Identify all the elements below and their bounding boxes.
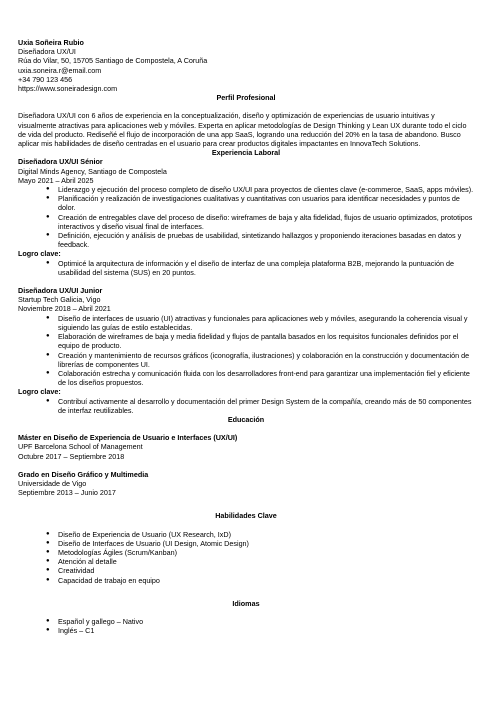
job-dates: Mayo 2021 – Abril 2025 xyxy=(18,175,94,185)
degree-title: Grado en Diseño Gráfico y Multimedia xyxy=(18,469,149,479)
education-entry xyxy=(18,470,474,498)
achievement-list xyxy=(18,397,474,415)
candidate-phone: +34 790 123 456 xyxy=(18,74,73,84)
languages-list xyxy=(18,617,474,635)
job-title: Diseñadora UX/UI Junior xyxy=(18,286,103,296)
job-title: Diseñadora UX/UI Sénior xyxy=(18,157,103,167)
profile-text: Diseñadora UX/UI con 6 años de experiencia en la conceptualización, diseño y optimización de experiencias de usuario intuitivas y visualmente atractivas para aplicaciones web y móviles. Experta en aplicar metodologías de Design Thinking y Lean UX durante todo el ciclo de vida del producto. Rediseñé el flujo de incorporación de una app SaaS, logrando una reducción del 20% en la tasa de abandono. Busco aplicar mis habilidades de diseño centradas en el usuario para crear productos digitales impactantes en InnovaTech Solutions. xyxy=(18,111,467,149)
candidate-email[interactable]: uxia.soneira.r@email.com xyxy=(18,65,102,75)
list-item: ● Diseño de interfaces de usuario (UI) atractivas y funcionales para aplicaciones web y móviles, asegurando la coherencia visual y siguiendo las guías de estilo establecidas. xyxy=(48,314,474,332)
list-item: ● Creación de entregables clave del proceso de diseño: wireframes de baja y alta fidelidad, flujos de usuario optimizados, prototipos interactivos y diseño visual final de interfaces. xyxy=(48,213,474,231)
school-name: Universidade de Vigo xyxy=(18,478,87,488)
contact-header xyxy=(18,38,474,93)
list-item: ● Creación y mantenimiento de recursos gráficos (iconografía, ilustraciones) y colaboración en la construcción y documentación de librerías de componentes UI. xyxy=(48,351,474,369)
education-dates: Septiembre 2013 – Junio 2017 xyxy=(18,488,116,498)
job-dates: Noviembre 2018 – Abril 2021 xyxy=(18,304,111,314)
degree-title: Máster en Diseño de Experiencia de Usuario e Interfaces (UX/UI) xyxy=(18,433,238,443)
list-item: ● Liderazgo y ejecución del proceso completo de diseño UX/UI para proyectos de clientes clave (e-commerce, SaaS, apps móviles). xyxy=(48,185,474,194)
education-entry xyxy=(18,433,474,461)
candidate-address: Rúa do Vilar, 50, 15705 Santiago de Compostela, A Coruña xyxy=(18,56,208,66)
list-item: ● Metodologías Ágiles (Scrum/Kanban) xyxy=(48,548,474,557)
list-item: ● Optimicé la arquitectura de información y el diseño de interfaz de una compleja plataforma B2B, mejorando la puntuación de usabilidad del sistema (SUS) en 20 puntos. xyxy=(48,259,474,277)
achievement-list xyxy=(18,259,474,277)
candidate-name: Uxia Soñeira Rubio xyxy=(18,38,84,47)
list-item: ● Contribuí activamente al desarrollo y documentación del primer Design System de la compañía, creando más de 50 componentes de interfaz reutilizables. xyxy=(48,397,474,415)
list-item: ● Atención al detalle xyxy=(48,557,474,566)
education-dates: Octubre 2017 – Septiembre 2018 xyxy=(18,451,125,461)
candidate-role: Diseñadora UX/UI xyxy=(18,47,76,57)
list-item: ● Creatividad xyxy=(48,566,474,575)
list-item: ● Colaboración estrecha y comunicación fluida con los desarrolladores front-end para garantizar una implementación fiel y eficiente de los diseños propuestos. xyxy=(48,369,474,387)
list-item: ● Inglés – C1 xyxy=(48,626,474,635)
list-item: ● Diseño de Interfaces de Usuario (UI Design, Atomic Design) xyxy=(48,539,474,548)
list-item: ● Elaboración de wireframes de baja y media fidelidad y flujos de pantalla basados en los requisitos funcionales definidos por el equipo de producto. xyxy=(48,332,474,350)
languages-heading: Idiomas xyxy=(232,598,260,608)
job-entry xyxy=(18,157,474,277)
job-bullets xyxy=(18,185,474,249)
list-item: ● Español y gallego – Nativo xyxy=(48,617,474,626)
job-company: Startup Tech Galicia, Vigo xyxy=(18,295,101,305)
list-item: ● Planificación y realización de investigaciones cualitativas y cuantitativas con usuarios para identificar necesidades y puntos de dolor. xyxy=(48,194,474,212)
experience-heading: Experiencia Laboral xyxy=(211,148,281,158)
achievement-label: Logro clave: xyxy=(18,387,61,397)
job-bullets xyxy=(18,314,474,388)
candidate-website[interactable]: https://www.soneiradesign.com xyxy=(18,84,118,94)
education-heading: Educación xyxy=(227,414,265,424)
job-company: Digital Minds Agency, Santiago de Compostela xyxy=(18,166,167,176)
profile-heading: Perfil Profesional xyxy=(216,93,276,103)
list-item: ● Diseño de Experiencia de Usuario (UX Research, IxD) xyxy=(48,530,474,539)
achievement-label: Logro clave: xyxy=(18,249,61,259)
skills-heading: Habilidades Clave xyxy=(215,511,277,521)
school-name: UPF Barcelona School of Management xyxy=(18,442,143,452)
skills-list xyxy=(18,530,474,585)
list-item: ● Capacidad de trabajo en equipo xyxy=(48,576,474,585)
list-item: ● Definición, ejecución y análisis de pruebas de usabilidad, sintetizando hallazgos y proponiendo iteraciones basadas en datos y feedback. xyxy=(48,231,474,249)
job-entry xyxy=(18,286,474,415)
